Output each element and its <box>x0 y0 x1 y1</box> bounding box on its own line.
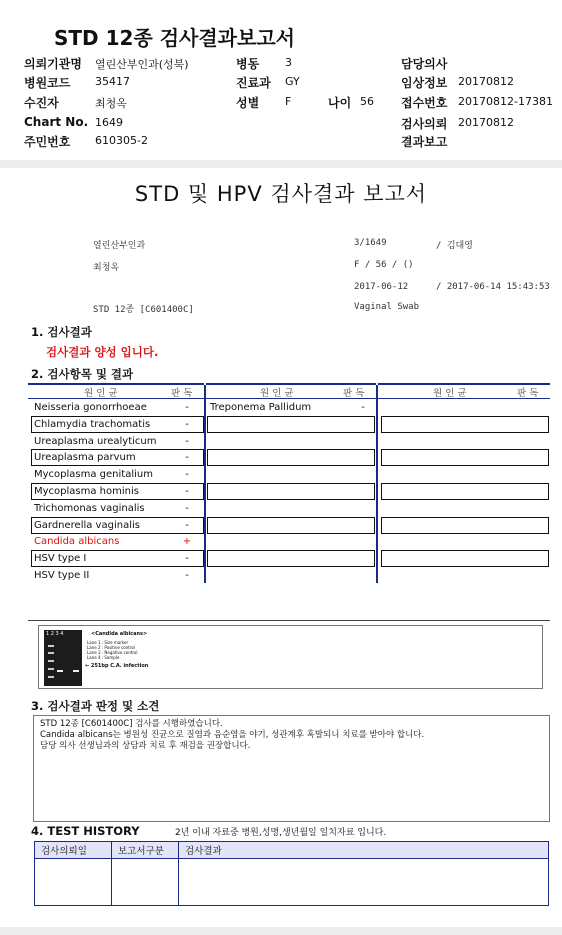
gel-legend-line: Lane 4 : Sample <box>87 655 120 660</box>
header-reading: 판 독 <box>343 388 365 399</box>
header-reading: 판 독 <box>517 388 539 399</box>
organism-result: - <box>185 486 189 497</box>
header-field-value: 최청옥 <box>95 97 127 110</box>
test-code: STD 12종 [C601400C] <box>93 305 194 315</box>
header-organism: 원 인 균 <box>84 388 118 399</box>
header-field-label: 주민번호 <box>24 135 71 149</box>
organism-result: - <box>361 402 365 413</box>
organism-result: - <box>185 553 189 565</box>
column-divider <box>204 385 206 583</box>
header-field-value: 56 <box>360 95 374 108</box>
header-field-value: 3 <box>285 56 292 69</box>
patient-name: 최청옥 <box>93 263 120 273</box>
section3-title: 3. 검사결과 판정 및 소견 <box>31 699 160 713</box>
gel-title: <Candida albicans> <box>91 631 148 637</box>
organism-name: HSV type II <box>34 570 90 581</box>
header-field-label: Chart No. <box>24 115 89 129</box>
header-field-label: 병동 <box>236 57 260 71</box>
request-date: 2017-06-12 <box>354 282 409 292</box>
organism-name: Trichomonas vaginalis <box>34 502 145 514</box>
organism-name: Ureaplasma parvum <box>34 452 136 464</box>
header-field-label: 임상정보 <box>401 76 448 90</box>
header-field-label: 의뢰기관명 <box>24 57 82 71</box>
gel-electrophoresis-image <box>38 625 543 689</box>
header-field-value: F <box>285 95 292 108</box>
organism-name: Candida albicans <box>34 536 120 548</box>
sample-band <box>73 670 79 672</box>
header-field-label: 수진자 <box>24 96 59 110</box>
row-frame <box>381 550 549 567</box>
header-field-value: 열린산부인과(성북) <box>95 58 189 71</box>
organism-name: Chlamydia trachomatis <box>34 418 151 430</box>
organism-name: Neisseria gonorrhoeae <box>34 402 147 413</box>
section1-title: 1. 검사결과 <box>31 325 92 339</box>
organism-result: - <box>185 435 189 447</box>
specimen: Vaginal Swab <box>354 302 420 312</box>
section-separator <box>0 160 562 168</box>
positive-band <box>57 670 63 672</box>
sex-age: F / 56 / () <box>354 260 414 270</box>
history-empty-row <box>35 859 549 906</box>
organism-result: - <box>185 452 189 464</box>
section4-title: 4. TEST HISTORY <box>31 824 140 838</box>
marker-band <box>48 660 54 662</box>
header-field-label: 병원코드 <box>24 76 71 90</box>
gel-lanes-image <box>44 630 82 686</box>
row-frame <box>381 449 549 466</box>
doctor-name: / 김대영 <box>436 241 473 251</box>
section2-title: 2. 검사항목 및 결과 <box>31 367 134 381</box>
report-title: STD 및 HPV 검사결과 보고서 <box>134 182 428 206</box>
organism-name: Ureaplasma urealyticum <box>34 435 157 447</box>
history-table <box>34 841 549 906</box>
header-field-value: 1649 <box>95 116 123 129</box>
result-date: / 2017-06-14 15:43:53 <box>436 282 550 292</box>
organism-name: Mycoplasma genitalium <box>34 469 153 481</box>
marker-band <box>48 652 54 654</box>
row-frame <box>207 449 375 466</box>
gel-lane-numbers: 1 2 3 4 <box>46 631 64 637</box>
history-col-date: 검사의뢰일 <box>35 842 112 859</box>
header-field-label: 나이 <box>328 96 352 110</box>
header-organism: 원 인 균 <box>260 388 294 399</box>
marker-band <box>48 668 54 670</box>
gel-legend-line: Lane 1 : Size marker <box>87 640 129 645</box>
header-field-label: 검사의뢰 <box>401 117 448 131</box>
opinion-box <box>33 715 550 822</box>
divider <box>28 620 550 621</box>
row-frame <box>207 550 375 567</box>
header-field-value: 20170812 <box>458 75 514 88</box>
header-field-label: 진료과 <box>236 76 271 90</box>
result-column-header <box>28 383 204 399</box>
row-frame <box>381 483 549 500</box>
header-field-label: 결과보고 <box>401 135 448 149</box>
organism-result: - <box>185 502 189 514</box>
header-field-label: 담당의사 <box>401 57 448 71</box>
organism-result: - <box>185 402 189 413</box>
header-field-value: GY <box>285 75 300 88</box>
marker-band <box>48 645 54 647</box>
result-column-header <box>378 383 550 399</box>
organism-name: Mycoplasma hominis <box>34 486 139 497</box>
organism-result: - <box>185 469 189 481</box>
gel-band-label: ← 251bp C.A. infection <box>85 663 149 669</box>
organism-result: - <box>185 570 189 581</box>
opinion-line: 담당 의사 선생님과의 상담과 치료 후 재검을 권장합니다. <box>40 741 251 751</box>
row-frame <box>207 483 375 500</box>
row-frame <box>207 517 375 534</box>
page-bottom-band <box>0 927 562 935</box>
gel-legend <box>87 640 137 660</box>
header-field-value: 20170812 <box>458 116 514 129</box>
header-field-value: 35417 <box>95 75 130 88</box>
column-divider <box>376 385 378 583</box>
organism-result: - <box>185 519 189 531</box>
header-field-value: 610305-2 <box>95 134 148 147</box>
organism-name: Treponema Pallidum <box>210 402 312 413</box>
opinion-line: STD 12종 [C601400C] 검사를 시행하였습니다. <box>40 719 223 729</box>
opinion-line: Candida albicans는 병원성 진균으로 질염과 음순염을 야기, 성관계후 혹발되니 치료를 받아야 합니다. <box>40 730 425 740</box>
row-frame <box>381 517 549 534</box>
row-frame <box>381 416 549 433</box>
header-field-label: 접수번호 <box>401 96 448 110</box>
header-reading: 판 독 <box>171 388 193 399</box>
gel-legend-line: Lane 3 : Negative control <box>87 650 138 655</box>
positive-result: 검사결과 양성 입니다. <box>46 345 159 359</box>
header-organism: 원 인 균 <box>433 388 467 399</box>
header-field-value: 20170812-17381 <box>458 95 553 108</box>
history-col-result: 검사결과 <box>179 842 549 859</box>
history-note: 2년 이내 자료중 병원,성명,생년월일 일치자료 입니다. <box>175 828 387 838</box>
marker-band <box>48 676 54 678</box>
clinic-name: 열린산부인과 <box>93 241 146 251</box>
organism-result: - <box>185 418 189 430</box>
organism-name: Gardnerella vaginalis <box>34 519 140 531</box>
row-frame <box>207 416 375 433</box>
header-field-label: 성별 <box>236 96 260 110</box>
organism-result: + <box>182 536 192 548</box>
page-title: STD 12종 검사결과보고서 <box>54 26 295 50</box>
chart-ref: 3/1649 <box>354 238 387 248</box>
result-column-header <box>206 383 376 399</box>
gel-legend-line: Lane 2 : Positive control <box>87 645 135 650</box>
history-col-type: 보고서구분 <box>112 842 179 859</box>
organism-name: HSV type I <box>34 553 87 565</box>
